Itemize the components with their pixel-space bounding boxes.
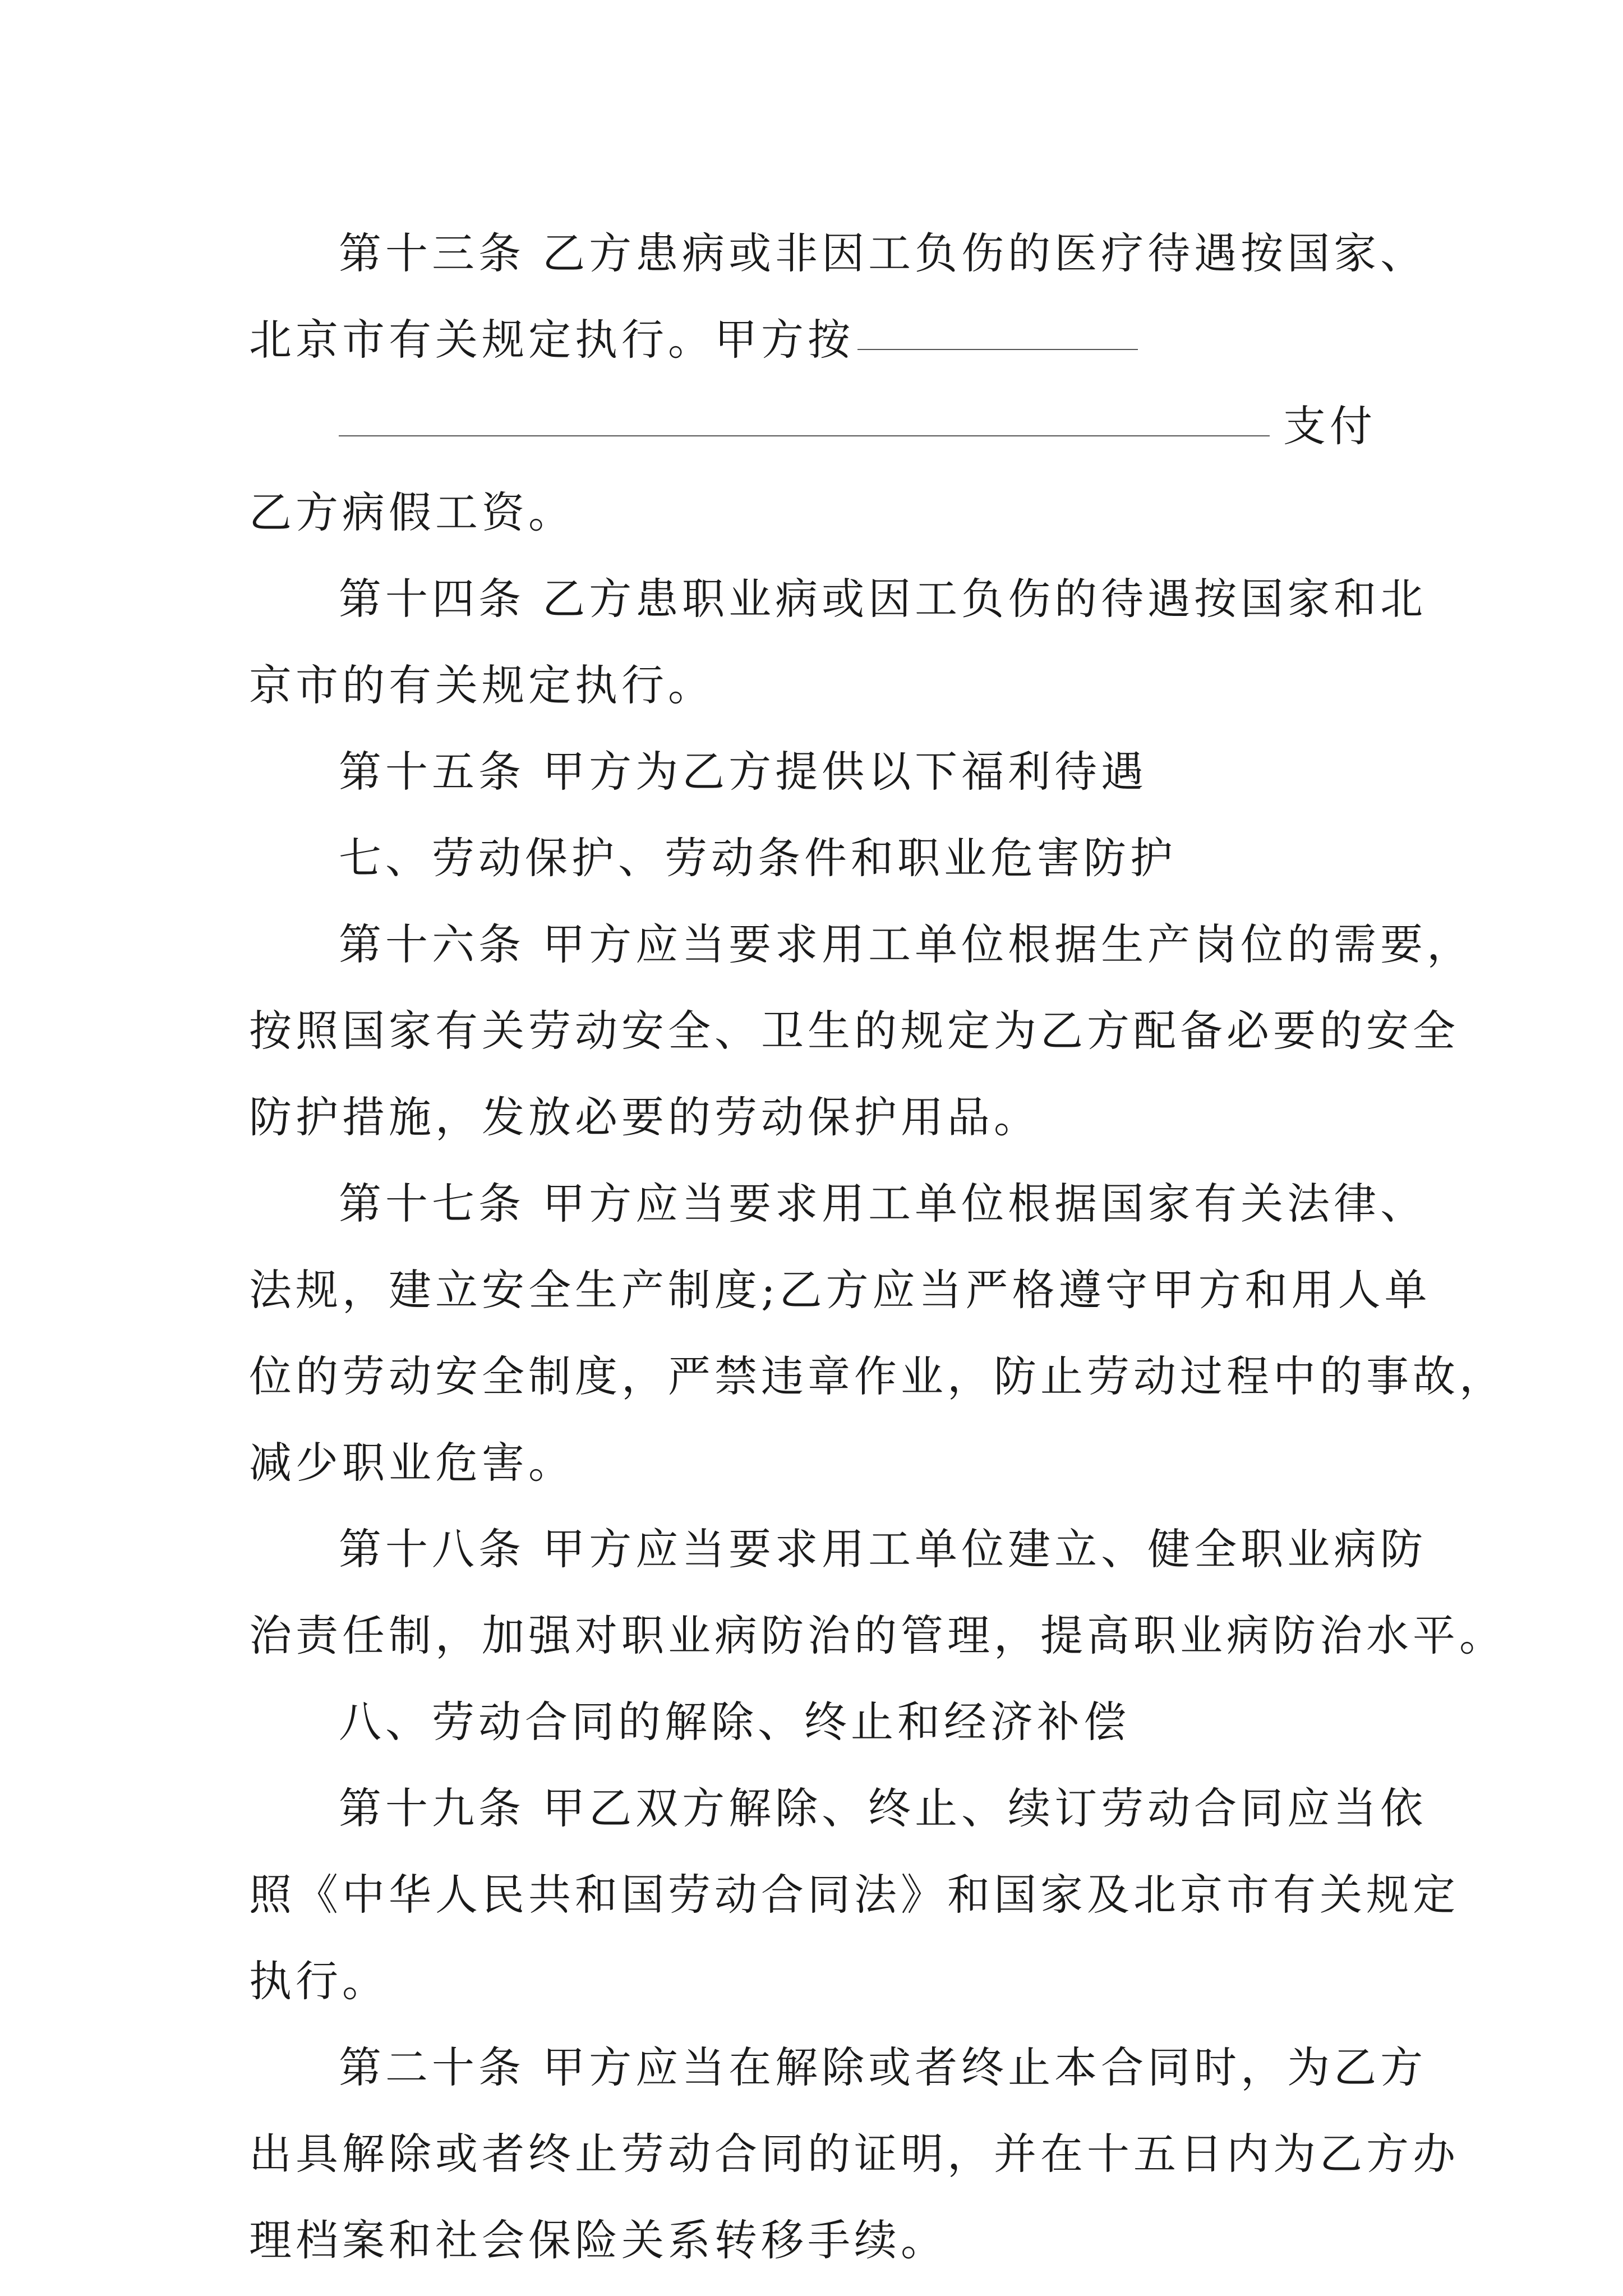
article-17-line-4: 减少职业危害。	[249, 1438, 575, 1488]
article-19-line-1: 第十九条 甲乙双方解除、终止、续订劳动合同应当依	[339, 1783, 1427, 1833]
article-20-line-3: 理档案和社会保险关系转移手续。	[249, 2215, 947, 2265]
article-17-line-2: 法规，建立安全生产制度;乙方应当严格遵守甲方和用人单	[249, 1265, 1431, 1315]
article-16-line-3: 防护措施，发放必要的劳动保护用品。	[249, 1092, 1040, 1142]
article-14-line-2: 京市的有关规定执行。	[249, 660, 714, 710]
article-17-line-1: 第十七条 甲方应当要求用工单位根据国家有关法律、	[339, 1179, 1427, 1228]
article-13-line-3-suffix: 支付	[1283, 401, 1376, 451]
article-13-line-2	[249, 297, 1376, 383]
article-19-line-2: 照《中华人民共和国劳动合同法》和国家及北京市有关规定	[249, 1870, 1459, 1920]
article-18-line-1: 第十八条 甲方应当要求用工单位建立、健全职业病防	[339, 1524, 1427, 1574]
fill-in-blank-long[interactable]	[339, 396, 1270, 436]
document-body	[249, 210, 1506, 2284]
article-16-line-2: 按照国家有关劳动安全、卫生的规定为乙方配备必要的安全	[249, 1006, 1459, 1056]
article-18-line-2: 治责任制，加强对职业病防治的管理，提高职业病防治水平。	[249, 1611, 1506, 1660]
article-15-line-1: 第十五条 甲方为乙方提供以下福利待遇	[339, 747, 1148, 797]
fill-in-blank-short[interactable]	[857, 310, 1138, 350]
article-20-line-1: 第二十条 甲方应当在解除或者终止本合同时，为乙方	[339, 2042, 1427, 2092]
article-13-line-2-text: 北京市有关规定执行。甲方按	[249, 315, 854, 365]
article-16-line-1: 第十六条 甲方应当要求用工单位根据生产岗位的需要，	[339, 919, 1474, 969]
article-13-line-3	[249, 383, 1376, 470]
section-7-heading: 七、劳动保护、劳动条件和职业危害防护	[339, 833, 1177, 883]
article-14-line-1: 第十四条 乙方患职业病或因工负伤的待遇按国家和北	[339, 574, 1427, 624]
section-8-heading: 八、劳动合同的解除、终止和经济补偿	[339, 1697, 1130, 1747]
article-13-line-1: 第十三条 乙方患病或非因工负伤的医疗待遇按国家、	[339, 228, 1427, 278]
article-19-line-3: 执行。	[249, 1956, 389, 2006]
article-17-line-3: 位的劳动安全制度，严禁违章作业，防止劳动过程中的事故，	[249, 1351, 1506, 1401]
article-13-line-4: 乙方病假工资。	[249, 487, 575, 537]
article-20-line-2: 出具解除或者终止劳动合同的证明，并在十五日内为乙方办	[249, 2129, 1459, 2179]
